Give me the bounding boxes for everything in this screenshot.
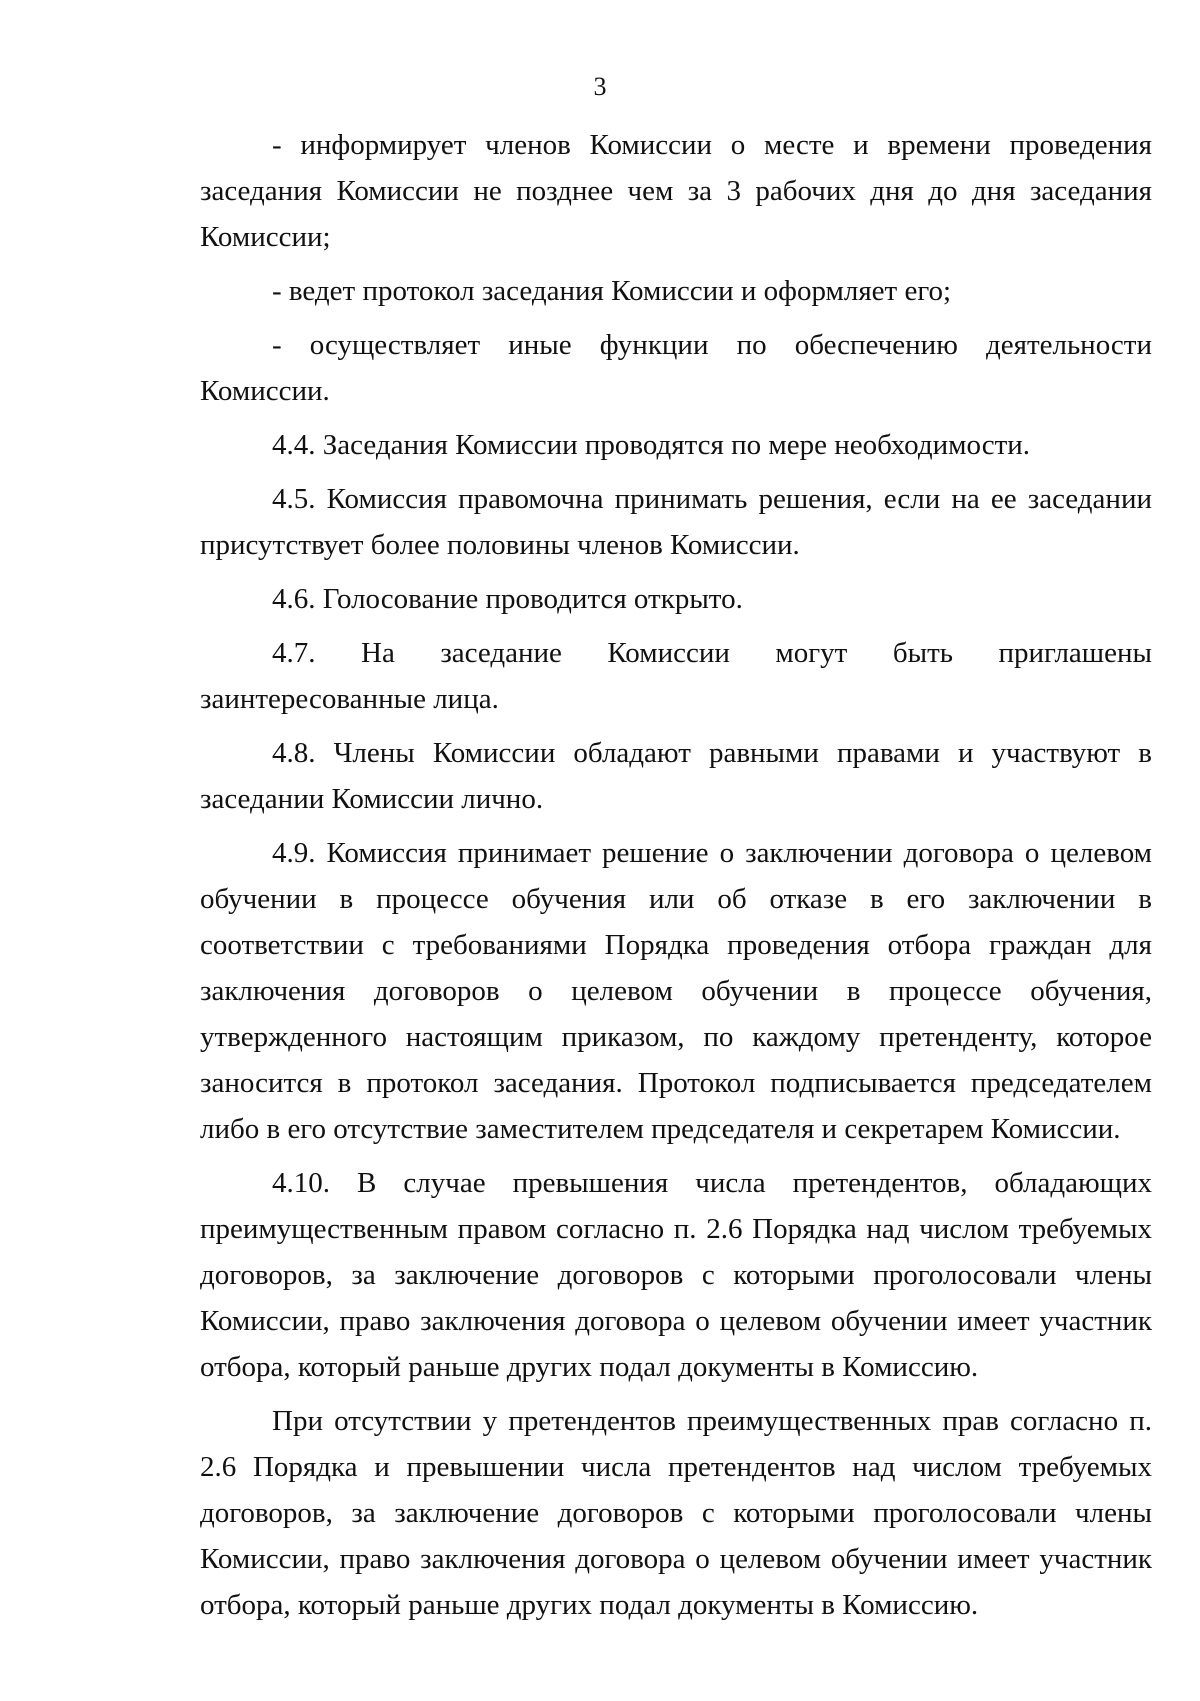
paragraph-4-9: 4.9. Комиссия принимает решение о заключении договора о целевом обучении в процессе обучения или об отказе в его заключении в соответствии с требованиями Порядка проведения отбора граждан для заключения договоров о целевом обучении в процессе обучения, утвержденного настоящим приказом, по каждому претенденту, которое заносится в протокол заседания. Протокол подписывается председателем либо в его отсутствие заместителем председателя и секретарем Комиссии.: [200, 837, 1152, 1145]
paragraph-secretary-informs: - информирует членов Комиссии о месте и времени проведения заседания Комиссии не позднее чем за 3 рабочих дня до дня заседания Комиссии;: [200, 129, 1152, 253]
paragraph-secretary-protocol: - ведет протокол заседания Комиссии и оформляет его;: [272, 275, 952, 307]
paragraph-4-10: 4.10. В случае превышения числа претендентов, обладающих преимущественным правом согласно п. 2.6 Порядка над числом требуемых договоров, за заключение договоров с которыми проголосовали члены Комиссии, право заключения договора о целевом обучении имеет участник отбора, который раньше других подал документы в Комиссию.: [200, 1167, 1152, 1383]
paragraph-4-4: 4.4. Заседания Комиссии проводятся по мере необходимости.: [272, 429, 1031, 461]
paragraph-4-7: 4.7. На заседание Комиссии могут быть приглашены заинтересованные лица.: [200, 637, 1152, 715]
document-body: [200, 122, 1152, 1628]
paragraph-4-8: 4.8. Члены Комиссии обладают равными правами и участвуют в заседании Комиссии лично.: [200, 737, 1152, 815]
paragraph-4-5: 4.5. Комиссия правомочна принимать решения, если на ее заседании присутствует более половины членов Комиссии.: [200, 483, 1152, 561]
paragraph-4-10-continued: При отсутствии у претендентов преимущественных прав согласно п. 2.6 Порядка и превышении числа претендентов над числом требуемых договоров, за заключение договоров с которыми проголосовали члены Комиссии, право заключения договора о целевом обучении имеет участник отбора, который раньше других подал документы в Комиссию.: [200, 1405, 1152, 1621]
paragraph-secretary-other-functions: - осуществляет иные функции по обеспечению деятельности Комиссии.: [200, 329, 1152, 407]
paragraph-4-6: 4.6. Голосование проводится открыто.: [272, 583, 743, 615]
page-number: 3: [593, 72, 607, 101]
